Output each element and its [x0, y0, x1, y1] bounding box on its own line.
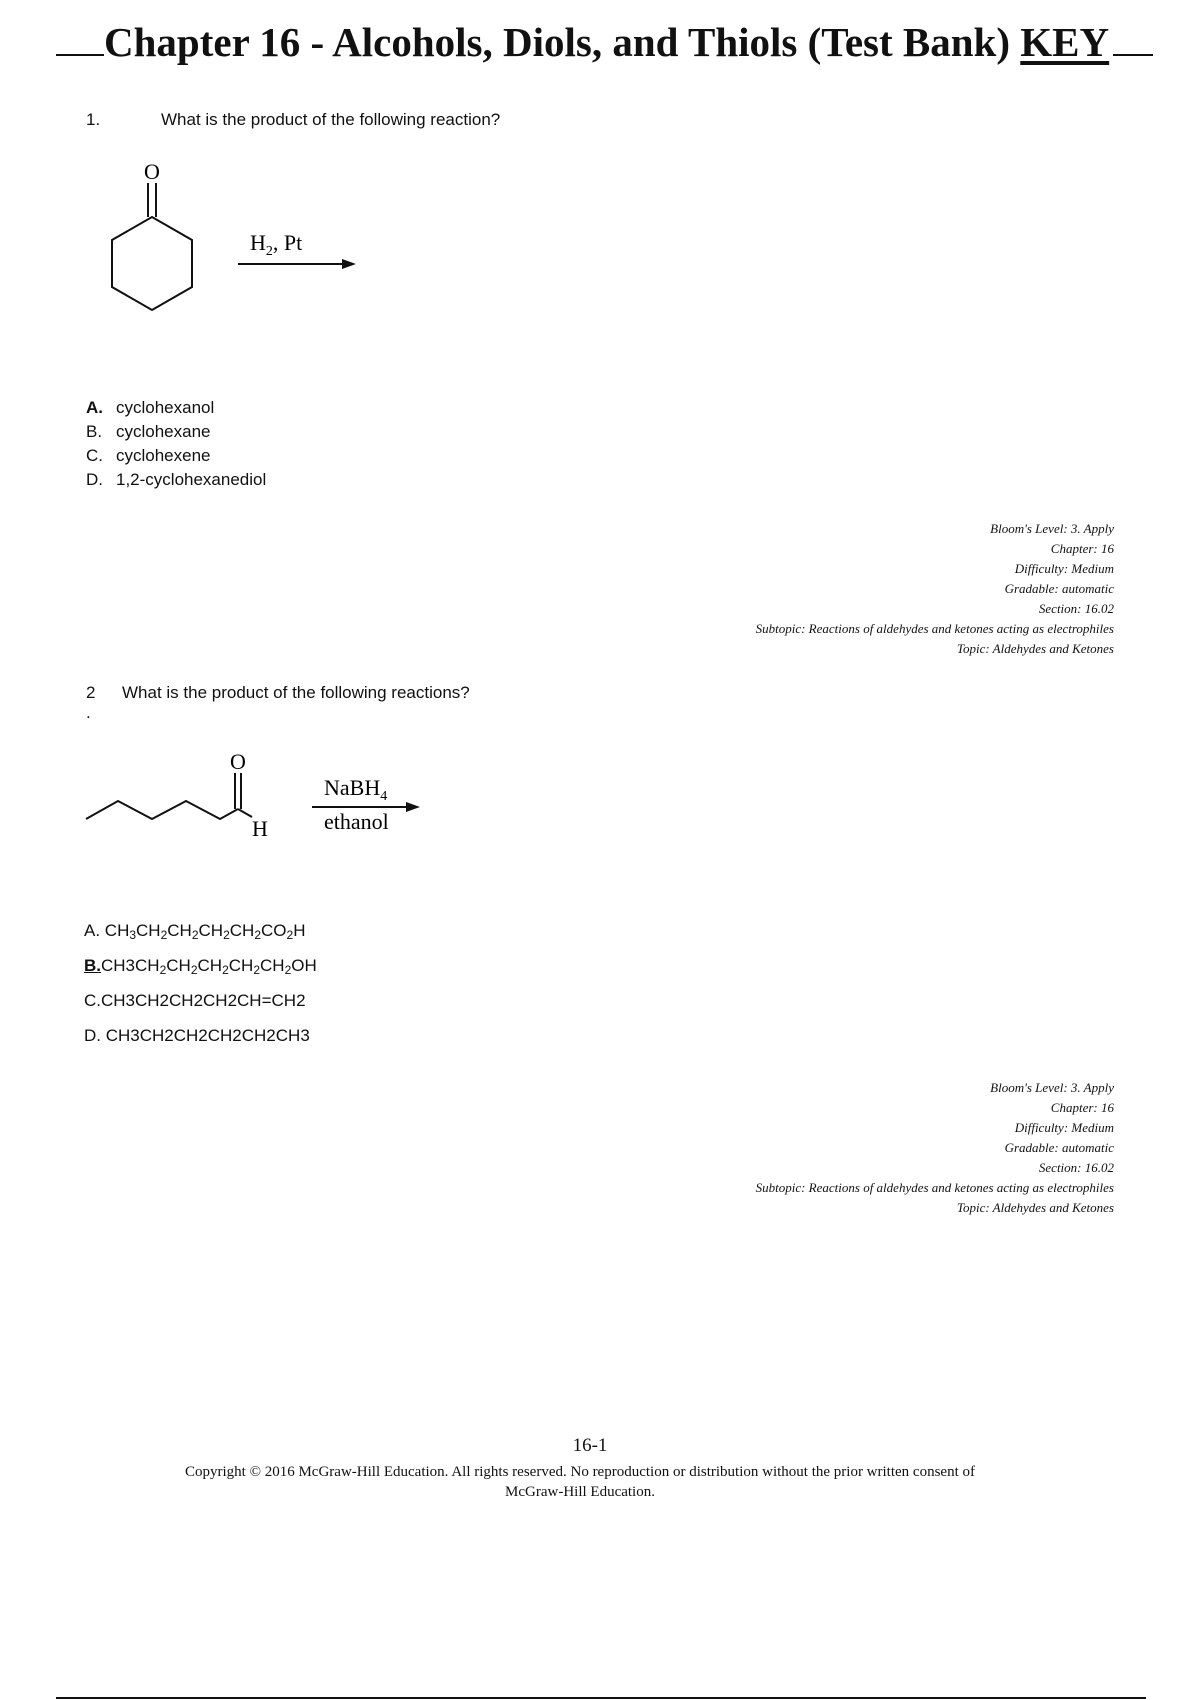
q2-meta-chapter: Chapter: 16 — [1050, 1100, 1114, 1115]
q1-number: 1. — [86, 110, 101, 129]
q1-question: What is the product of the following reaction? — [161, 110, 501, 129]
copyright-notice — [80, 1462, 1080, 1502]
q2-reaction-diagram — [80, 745, 440, 845]
q1-oxygen-label: O — [144, 159, 160, 184]
q2-number-dot: . — [86, 703, 91, 722]
q2-number: 2 — [86, 683, 96, 702]
q1-meta-difficulty: Difficulty: Medium — [1014, 561, 1114, 576]
q1-meta-subtopic: Subtopic: Reactions of aldehydes and ketones acting as electrophiles — [755, 621, 1114, 636]
copyright-line-1: Copyright © 2016 McGraw-Hill Education. All rights reserved. No reproduction or distribution without the prior written consent of — [184, 1464, 975, 1480]
q2-choice-d: D. CH3CH2CH2CH2CH2CH3 — [84, 1026, 310, 1045]
q1-choice-d: D. 1,2-cyclohexanediol — [86, 470, 267, 489]
q1-choice-b: B. cyclohexane — [86, 422, 211, 441]
q2-arrowhead — [406, 802, 420, 812]
q2-meta-section: Section: 16.02 — [1038, 1160, 1114, 1175]
page-title — [56, 18, 1146, 66]
title-key-label: KEY — [1020, 19, 1110, 65]
aldehyde-ch-bond — [238, 809, 252, 817]
q1-arrowhead — [342, 259, 356, 269]
q2-hydrogen-label: H — [252, 816, 268, 841]
q2-reagent-bottom-label: ethanol — [324, 809, 389, 834]
bottom-rule — [56, 1697, 1146, 1699]
cyclohexane-ring — [112, 217, 192, 310]
title-rule-right — [1113, 54, 1153, 56]
q2-oxygen-label: O — [230, 749, 246, 774]
q1-meta-blooms: Bloom's Level: 3. Apply — [990, 521, 1114, 536]
q2-choices — [84, 913, 317, 1053]
q2-metadata — [756, 1078, 1114, 1218]
q1-meta-gradable: Gradable: automatic — [1004, 581, 1114, 596]
title-text: Chapter 16 - Alcohols, Diols, and Thiols (Test Bank) — [104, 19, 1011, 65]
q2-choice-b: $B.CH3CH_2CH_2CH_2CH_2CH_2OH$ — [84, 956, 317, 977]
q1-reagent-label: $H_2$, Pt — [250, 230, 303, 259]
q2-meta-blooms: Bloom's Level: 3. Apply — [990, 1080, 1114, 1095]
q1-choices — [86, 396, 266, 492]
page-number: 16-1 — [572, 1435, 608, 1456]
q1-reaction-diagram — [90, 155, 390, 325]
q2-question: What is the product of the following reactions? — [122, 683, 470, 702]
q2-reagent-top-label: NaBH$_4$ — [324, 775, 388, 804]
q2-meta-gradable: Gradable: automatic — [1004, 1140, 1114, 1155]
q1-choice-a: A. cyclohexanol — [86, 398, 215, 417]
title-rule-left — [56, 54, 104, 56]
q2-meta-difficulty: Difficulty: Medium — [1014, 1120, 1114, 1135]
copyright-line-2: McGraw-Hill Education. — [505, 1484, 655, 1500]
q1-meta-topic: Topic: Aldehydes and Ketones — [956, 641, 1114, 656]
q1-metadata — [756, 519, 1114, 659]
q2-meta-topic: Topic: Aldehydes and Ketones — [956, 1200, 1114, 1215]
q2-meta-subtopic: Subtopic: Reactions of aldehydes and ketones acting as electrophiles — [755, 1180, 1114, 1195]
q2-choice-c: C.CH3CH2CH2CH2CH=CH2 — [84, 991, 306, 1010]
q2-choice-a: A. $CH_3CH_2CH_2CH_2CH_2CO_2H$ — [84, 921, 306, 942]
hexanal-chain — [86, 801, 238, 819]
q1-meta-chapter: Chapter: 16 — [1050, 541, 1114, 556]
q1-meta-section: Section: 16.02 — [1038, 601, 1114, 616]
q1-choice-c: C. cyclohexene — [86, 446, 211, 465]
